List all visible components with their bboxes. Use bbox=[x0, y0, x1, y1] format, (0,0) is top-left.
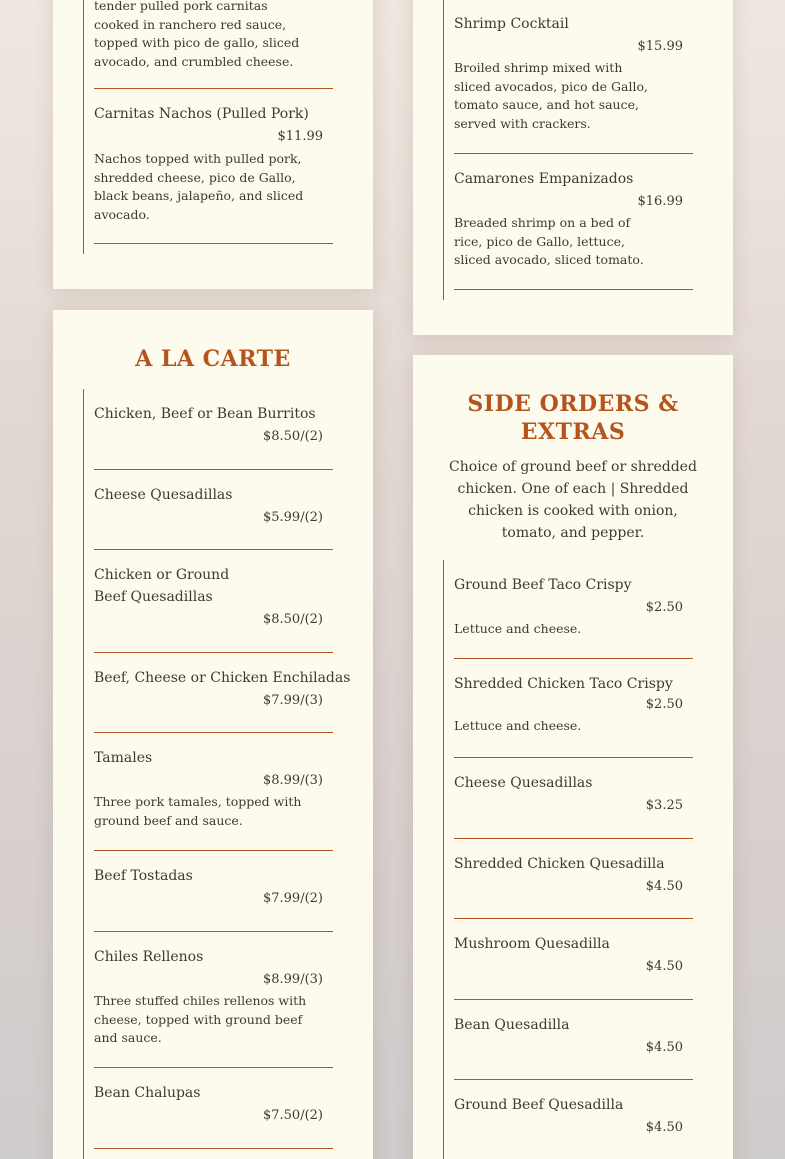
menu-item bbox=[94, 89, 333, 244]
section-title bbox=[413, 390, 733, 446]
menu-item bbox=[454, 659, 693, 758]
menu-item-name: Chicken or Ground Beef Quesadillas bbox=[94, 567, 230, 605]
menu-item-price: $8.99/(3) bbox=[262, 773, 323, 788]
menu-card-side-orders bbox=[413, 355, 733, 1159]
menu-item-price: $7.99/(2) bbox=[262, 891, 323, 906]
menu-card-a-la-carte bbox=[53, 310, 373, 1159]
menu-item-price: $8.50/(2) bbox=[262, 429, 323, 444]
menu-item-price: $5.99/(2) bbox=[262, 510, 323, 525]
menu-card-seafood-continued bbox=[413, 0, 733, 335]
menu-item-price: $16.99 bbox=[637, 194, 683, 209]
menu-item-name: Bean Chalupas bbox=[94, 1085, 201, 1101]
menu-item-name: Bean Quesadilla bbox=[454, 1017, 570, 1033]
menu-item-list bbox=[443, 0, 693, 300]
menu-item-description: Lettuce and cheese. bbox=[454, 621, 582, 636]
menu-item bbox=[94, 851, 333, 932]
menu-item-list bbox=[443, 560, 693, 1159]
menu-item-list bbox=[83, 389, 351, 1159]
menu-item-name: Carnitas Nachos (Pulled Pork) bbox=[94, 106, 309, 122]
menu-item-name: Cheese Quesadillas bbox=[94, 487, 233, 503]
menu-item-description: Three stuffed chiles rellenos with cheese, topped with ground beef and sauce. bbox=[94, 993, 307, 1046]
menu-item-price: $2.50 bbox=[645, 600, 683, 615]
menu-card-appetizers-continued bbox=[53, 0, 373, 289]
menu-item bbox=[94, 1068, 333, 1149]
menu-item-price: $15.99 bbox=[637, 39, 683, 54]
menu-item bbox=[94, 550, 333, 653]
section-description: Choice of ground beef or shredded chicken. One of each | Shredded chicken is cooked with onion, tomato, and pepper. bbox=[449, 459, 697, 541]
menu-item-name: Camarones Empanizados bbox=[454, 171, 634, 187]
menu-item-description: Lettuce and cheese. bbox=[454, 718, 582, 733]
menu-item-name: Mushroom Quesadilla bbox=[454, 936, 610, 952]
menu-item bbox=[94, 733, 333, 851]
menu-item-continued bbox=[94, 0, 333, 89]
menu-item bbox=[94, 389, 333, 470]
menu-item bbox=[454, 1080, 693, 1159]
menu-item bbox=[454, 1000, 693, 1080]
menu-item-name: Ground Beef Quesadilla bbox=[454, 1097, 624, 1113]
menu-item-price: $7.50/(2) bbox=[262, 1108, 323, 1123]
menu-item bbox=[454, 758, 693, 839]
menu-item-name: Beef, Cheese or Chicken Enchiladas bbox=[94, 670, 351, 686]
menu-item-list bbox=[83, 0, 333, 254]
menu-item-price: $8.99/(3) bbox=[262, 972, 323, 987]
menu-item-name: Shredded Chicken Taco Crispy bbox=[454, 676, 673, 692]
menu-item bbox=[454, 560, 693, 659]
menu-item-description: Three pork tamales, topped with ground beef and sauce. bbox=[94, 794, 302, 828]
menu-item-name: Beef Tostadas bbox=[94, 868, 193, 884]
menu-item-price: $2.50 bbox=[645, 697, 683, 712]
menu-item bbox=[454, 154, 693, 290]
menu-item-name: Shredded Chicken Quesadilla bbox=[454, 856, 665, 872]
menu-item-description: Broiled shrimp mixed with sliced avocados, pico de Gallo, tomato sauce, and hot sauce, served with crackers. bbox=[454, 60, 648, 131]
menu-item-name: Cheese Quesadillas bbox=[454, 775, 593, 791]
menu-item-name: Ground Beef Taco Crispy bbox=[454, 577, 632, 593]
menu-item-price: $4.50 bbox=[645, 959, 683, 974]
menu-item-description: Breaded shrimp on a bed of rice, pico de Gallo, lettuce, sliced avocado, sliced tomato. bbox=[454, 215, 644, 268]
section-title-line: EXTRAS bbox=[520, 419, 626, 445]
section-title: A LA CARTE bbox=[135, 346, 291, 372]
menu-item-price: $3.25 bbox=[645, 798, 683, 813]
menu-item-price: $11.99 bbox=[277, 129, 323, 144]
menu-item-name: Tamales bbox=[94, 750, 153, 766]
menu-item-price: $4.50 bbox=[645, 1120, 683, 1135]
section-title-line: SIDE ORDERS & bbox=[467, 391, 679, 417]
menu-item-price: $4.50 bbox=[645, 1040, 683, 1055]
menu-item-name: Shrimp Cocktail bbox=[454, 16, 569, 32]
menu-item bbox=[94, 653, 351, 733]
menu-item-name: Chiles Rellenos bbox=[94, 949, 204, 965]
menu-item bbox=[454, 839, 693, 919]
menu-item-price: $7.99/(3) bbox=[262, 693, 323, 708]
menu-item bbox=[94, 470, 333, 550]
menu-item bbox=[454, 0, 693, 154]
menu-item-price: $8.50/(2) bbox=[262, 612, 323, 627]
menu-item-name: Chicken, Beef or Bean Burritos bbox=[94, 406, 316, 422]
menu-item-description: tender pulled pork carnitas cooked in ranchero red sauce, topped with pico de gallo, sliced avocado, and crumbled cheese. bbox=[94, 0, 300, 69]
menu-item bbox=[454, 919, 693, 1000]
menu-item-description: Nachos topped with pulled pork, shredded cheese, pico de Gallo, black beans, jalapeño, and sliced avocado. bbox=[94, 151, 304, 222]
menu-item-price: $4.50 bbox=[645, 879, 683, 894]
menu-item bbox=[94, 932, 333, 1068]
